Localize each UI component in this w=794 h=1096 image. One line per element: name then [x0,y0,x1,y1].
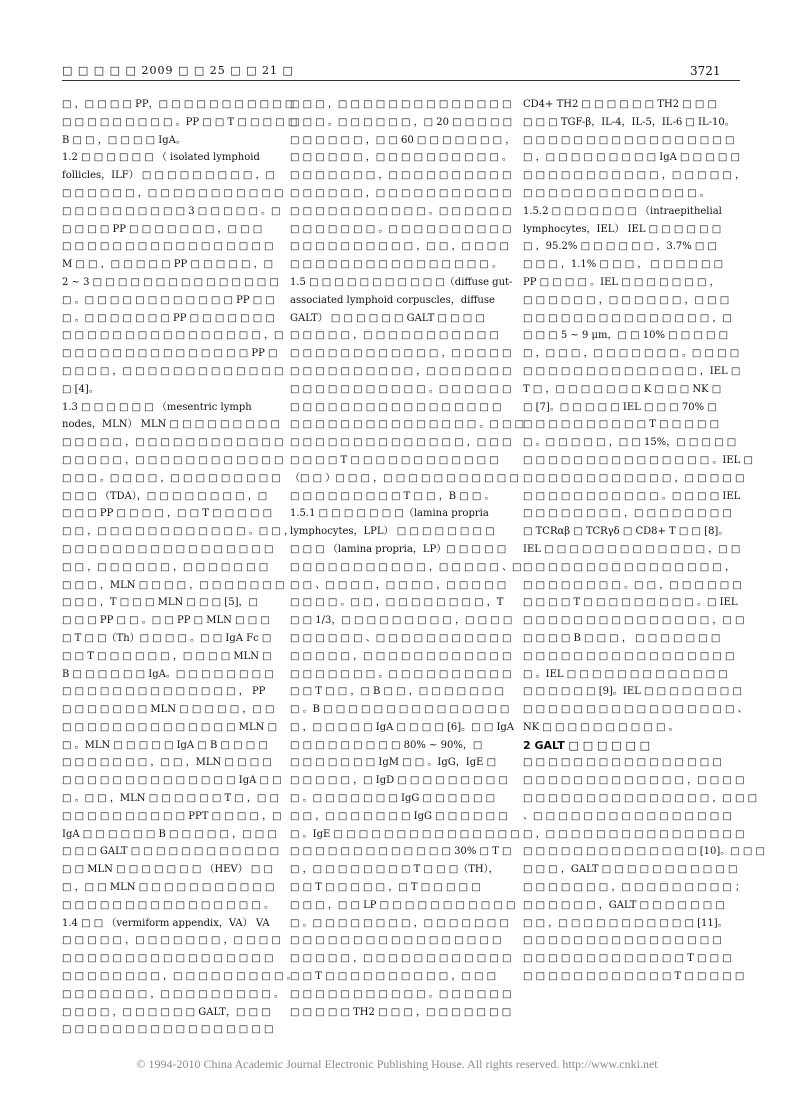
text-line: □ □ □ □ □ □ [9]。IEL □ □ □ □ □ □ □ □ [523,686,742,698]
page-number: 3721 [690,64,721,78]
text-line: □ □ □ □ □ □ □ □ □ □ □ □ □ □ □ □ □ [523,134,735,146]
text-line: □ □ □ □ □ □ □ □ □ □ □ ，□ □ □ □ □ ， [523,170,746,182]
text-line: □ □ □ □ □ ，□ IgD □ □ □ □ □ □ □ □ □ [290,775,508,787]
text-line: □ □ □ □ □ □ □ MLN □ □ □ □ □ ，□ □ [62,704,275,716]
text-line: □ □ □ □ □ □ □ □ □ □ □ □ □ T □ □ □ [523,953,732,965]
text-line: □ □ □ □ □ □ □ 。□ □ □ □ □ □ □ □ □ □ [290,223,512,235]
text-line: □ □ □ □ □ □ □ IgM □ □ 。IgG，IgE □ [290,757,497,769]
text-line: □ □ ，□ □ □ □ □ □ □ □ □ □ □ □ 。□ □ ， [62,526,295,538]
text-line: □ □ □ 。□ □ □ □ ，□ □ □ □ □ □ □ □ □ [62,472,281,484]
text-line: □ □ □ □ □ □ □ □ □ □ □ □ □ □ □ □ □ [62,543,274,555]
text-line: □ □ □ □ □ □ □ □ □ □ □ □ □ □ MLN □ [62,721,278,733]
text-line: □ □ □ □ □ □ □ □ □ □ □ □ □ □ □ □ □ [290,401,502,413]
text-line: □ □ □ □ PP □ □ □ □ □ □ □ ，□ □ □ [62,223,263,235]
text-line: □ □ □ □ □ □ ，□ □ □ □ □ □ ，□ □ □ [523,294,730,306]
text-line: □ □ □ □ □ □ ，□ □ 60 □ □ □ □ □ □ □ ， [290,134,516,146]
text-line: □ □ □ 。□ □ □ □ □ □ ，□ 20 □ □ □ □ □ [290,116,513,128]
text-line: □ □ □ GALT □ □ □ □ □ □ □ □ □ □ □ □ [62,846,280,858]
text-line: □ ，□ □ □ □ □ □ □ □ □ □ □ □ □ □ □ □ [523,828,745,840]
text-line: □ □ □ □ □ □ □ □ □ □ □ □ T □ □ □ □ □ [523,971,745,983]
text-line: □ [4]。 [62,383,99,395]
text-line: □ □ □ □ T □ □ □ □ □ □ □ □ □ □ □ □ [290,454,499,466]
text-line: □ □ □ □ □ □ □ ，□ □ □ □ □ □ □ □ □ ； [523,882,746,894]
text-line: □ □ □ □ □ □ □ ，□ □ □ □ □ □ □ □ □ 。 [62,988,285,1000]
text-line: □ □ □ □ □ □ □ □ □ □ □ □ □ □ [10]。□ □ □ [523,846,766,858]
text-line: □ □ □ □ ，□ □ □ □ □ □ GALT，□ □ □ [62,1006,271,1018]
text-line: □ □ □ □ □ □ ，□ □ □ □ □ □ □ □ □ □ □ [62,187,284,199]
text-line: □ □ □ □ □ ，□ □ □ □ □ □ □ □ □ □ □ □ [290,953,512,965]
text-line: □ □ □ ，GALT □ □ □ □ □ □ □ □ □ □ □ [523,864,738,876]
text-line: □ □ □ □ □ □ □ ，□ □ □ □ □ □ □ □ □ □ [290,170,512,182]
text-line: □ □ □ 5 ~ 9 μm，□ □ 10% □ □ □ □ □ [523,330,729,342]
text-line: □ □ □ □ □ □ □ □ □ □ □ □ □ □ □ □ □ 、 [523,704,748,716]
journal-header: □ □ □ □ □ 2009 □ □ 25 □ □ 21 □ [62,64,294,77]
text-line: □ 。□ □ □ □ □ □ □ □ □ □ □ □ PP □ □ [62,294,275,306]
text-line: 1.5 □ □ □ □ □ □ □ □ □ □ □（diffuse gut- [290,276,513,288]
text-line: NK □ □ □ □ □ □ □ □ □ □ 。 [523,721,679,733]
text-line: □ □ □ □ T □ □ □ □ □ □ □ □ □ 。□ IEL [523,597,738,609]
text-line: □ □ □ □ □ □ □ □ □ □ □ □ □ □ □ □ [523,757,722,769]
text-line: □ ，□ □ □ □ □ □ □ □ T □ □ □（TH）， [290,864,499,876]
text-line: □ □ □ □ □ □ □ □ □ □ ，□ □ □ □ □ □ □ [290,365,512,377]
text-line: □ ，□ □ □ □ □ IgA □ □ □ □ [6]。□ □ IgA [290,721,515,733]
text-line: □ □ □ □ □ □ □ □ □ □ □ □ □ □ 。 [523,187,710,199]
text-line: □ □ □ □ □ □ □ □ □ 80% ~ 90%，□ [290,739,483,751]
text-line: □ □ □ □ □ □ □ 。□ □ □ □ □ □ □ □ □ □ [290,668,512,680]
text-line: □ TCRαβ □ TCRγδ □ CD8+ T □ □ [8]。 [523,526,729,538]
text-line: □ □ □ □ □ □ □ □ □ □ □ □ □ □ □ □ □ [523,650,735,662]
text-line: □ □ □ □ □ □ □ □ ，□ □ □ □ □ □ □ □ [523,508,732,520]
text-line: □ □ □ ，MLN □ □ □ □ ，□ □ □ □ □ □ □ [62,579,285,591]
text-line: □ □ □ □ □ ，□ □ □ □ □ □ □ ，□ □ □ □ [62,935,281,947]
text-line: □ □ □ □ □ □ □ □ □ □ □ □ □ □ ， PP [62,686,266,698]
text-line: □ T □ □（Th）□ □ □ □ 。□ □ IgA Fc □ [62,632,272,644]
text-line: □ □ □ □ □ ，□ □ □ □ □ □ □ □ □ □ □ [290,330,499,342]
text-line: □ 。□ □ □ □ □ □ □ PP □ □ □ □ □ □ □ [62,312,275,324]
text-line: T □ ，□ □ □ □ □ □ □ K □ □ □ NK □ [523,383,722,395]
text-line: □ □ □ PP □ □ □ □ ，□ □ T □ □ □ □ □ [62,508,273,520]
text-line: □ □ □ ，□ □ □ □ □ □ □ □ □ □ □ □ □ □ [290,99,512,110]
text-line: □ ，95.2% □ □ □ □ □ □ ，3.7% □ □ [523,241,717,253]
text-column-left [62,96,298,1039]
text-line: □ □ □ □ □ □ □ □ □ □ □ □ □ □ □ □ □ [290,935,502,947]
text-line: □ □ □ □ □ □ ，GALT □ □ □ □ □ □ □ [523,899,725,911]
text-line: □ □ □ □ □ □ □ □ □ □ □ □ □ 30% □ T □ [290,846,512,858]
text-line: □ ，□ □ MLN □ □ □ □ □ □ □ □ □ □ □ [62,882,275,894]
text-line: □ □ □ □ □ □ □ □ □ □ T □ □ □ □ □ [523,419,720,431]
text-line: □ [7]。□ □ □ □ □ IEL □ □ □ 70% □ [523,401,717,413]
text-line: □ □ □ □ □ TH2 □ □ □ ，□ □ □ □ □ □ □ [290,1006,512,1018]
text-line: □ □ □ □ □ □ □ □ □ □ □ ，□ □ □ □ □ 、□ [290,561,522,573]
text-line: 1.5.1 □ □ □ □ □ □ □（lamina propria [290,508,489,520]
text-line: □ □ ，□ □ □ □ □ □ □ IgG □ □ □ □ □ □ [290,810,508,822]
text-line: □ □ □ PP □ □ 。□ □ PP □ MLN □ □ □ [62,615,270,627]
text-line: □ □ T □ □ □ □ □ ，□ T □ □ □ □ □ [290,882,481,894]
text-line: □ □ □ □ □ ，□ □ □ □ □ □ □ □ □ □ □ □ [62,437,284,449]
text-line: □ □ 、□ □ □ □ ，□ □ □ □ ，□ □ □ □ □ [290,579,507,591]
text-line: □ □ □ □ □ ，□ □ □ □ □ □ □ □ □ □ □ □ [290,650,512,662]
text-line: □ □ □ □ 。□ □ ，□ □ □ □ □ □ □ □ ，T [290,597,504,609]
text-line: 、□ □ □ □ □ □ □ □ □ □ □ □ □ □ □ □ [523,810,732,822]
text-line: （□ □ ）□ □ □ ，□ □ □ □ □ □ □ □ □ □ □ [290,472,519,484]
text-line: 1.5.2 □ □ □ □ □ □ □ （intraepithelial [523,205,722,217]
text-line: □ □ ，□ □ □ □ □ □ □ □ □ □ □ [11]。 [523,917,728,929]
text-line: □ □ □ □ □ □ □ □ □ 。PP □ □ T □ □ □ □ □ [62,116,298,128]
text-line: □ □ T □ □ □ □ □ □ ，□ □ □ □ MLN □ [62,650,272,662]
text-line: □ □ □ □ □ □ □ □ □ □ □ □ □ □ □ 。□ □ □ [290,419,525,431]
text-line: □ □ □ □ □ □ □ □ □ □ □ 。□ □ □ □ □ □ [290,383,512,395]
text-line: □ □ □ ，□ □ LP □ □ □ □ □ □ □ □ □ □ □ [290,899,516,911]
text-line: □ □ □ □ □ □ □ □ □ □ □ □ □ □ □ □ ， [523,561,736,573]
text-column-middle [290,96,525,1021]
text-line: □ □ □ □ □ □ □ □ □ □ □ □ □ □ □ □ □ [62,953,274,965]
text-line: B □ □ □ □ □ □ IgA。□ □ □ □ □ □ □ □ [62,668,274,680]
text-line: □ □ 1/3，□ □ □ □ □ □ □ □ □ ，□ □ □ □ [290,615,513,627]
text-line: □ 。IEL □ □ □ □ □ □ □ □ □ □ □ □ □ [523,668,728,680]
text-line: 2 ~ 3 □ □ □ □ □ □ □ □ □ □ □ □ □ □ □ [62,276,279,288]
text-line: □ 。IgE □ □ □ □ □ □ □ □ □ □ □ □ □ □ □ [290,828,520,840]
text-line: □ □ □ ，1.1% □ □ □ ， □ □ □ □ □ □ [523,259,724,271]
text-line: IEL □ □ □ □ □ □ □ □ □ □ □ □ □ ，□ □ [523,543,741,555]
text-line: □ □ □ □ □ □ □ □ □ □ □ □ □ □ IgA □ □ [62,775,282,787]
text-line: □ □ T □ □ ，□ B □ □ ，□ □ □ □ □ □ □ [290,686,504,698]
text-line: □ □ □ ，T □ □ □ MLN □ □ □ [5]，□ [62,597,258,609]
text-line: □ □ □ （TDA），□ □ □ □ □ □ □ □ ，□ [62,490,268,502]
text-line: □ □ □ □ □ □ □ □ □ □ □ □ ，□ □ □ □ □ [523,472,745,484]
text-line: 2 GALT □ □ □ □ □ □ [523,738,651,752]
text-line: □ □ T □ □ □ □ □ □ □ □ □ □ ，□ □ □ [290,971,497,983]
text-line: □ □ MLN □ □ □ □ □ □ □ （HEV） □ □ [62,864,273,876]
text-line: □ □ □ TGF-β，IL-4，IL-5，IL-6 □ IL-10。 [523,116,735,128]
text-line: □ □ □ □ □ □ □ □ □ T □ □ ，B □ □ 。 [290,490,495,502]
text-line: □ □ □ □ □ □ □ □ □ □ □ □ □ □ □ □ 。 [290,259,503,271]
text-line: □ □ □ □ □ □ □ □ □ □ □ □ ，□ □ □ □ □ [290,348,512,360]
text-line: □ ，□ □ □ ，□ □ □ □ □ □ □ 。□ □ □ □ [523,348,740,360]
text-line: associated lymphoid corpuscles，diffuse [290,294,495,306]
text-line: □ □ □ □ ，□ □ □ □ □ □ □ □ □ □ □ □ □ [62,365,284,377]
text-line: □ □ □ □ □ □ □ □ □ □ ，□ □ ，□ □ □ □ [290,241,509,253]
text-line: □ □ □ □ □ ，□ □ □ □ □ □ □ □ □ □ □ □ [62,454,284,466]
text-line: □ □ □ □ □ □ □ ，□ □ ，MLN □ □ □ □ [62,757,272,769]
text-line: □ □ □ □ □ □ □ □ 。□ □ ，□ □ □ □ □ □ [523,579,742,591]
text-line: □ □ ，□ □ □ □ □ □ ，□ □ □ □ □ □ □ [62,561,269,573]
text-line: □ □ □ □ □ □ □ □ □ □ PPT □ □ □ □ ，□ [62,810,282,822]
header-rule [62,80,740,81]
text-line: □ 。□ □ □ □ □ □ □ □ ，□ □ □ □ □ □ □ [290,917,509,929]
text-line: □ 。□ □ □ □ □ ，□ □ 15%，□ □ □ □ □ [523,437,737,449]
text-line: □ □ □ □ □ □ □ □ □ □ □ □ □ □ □ □ [523,935,722,947]
text-line: □ □ □ □ □ □ □ □ □ □ □ □ □ □ □ ，□ □ □ [523,793,758,805]
text-line: □ 。B □ □ □ □ □ □ □ □ □ □ □ □ □ □ □ [290,704,510,716]
text-line: M □ □ ，□ □ □ □ □ PP □ □ □ □ □ ，□ [62,259,274,271]
text-line: □ □ □ □ □ □ □ □ □ □ □ 。□ □ □ □ □ □ [290,205,512,217]
text-line: □ □ □ □ □ □ □ □ □ □ □ □ □ □ □ ，□ [523,312,732,324]
text-line: □ □ □ □ □ □ ，□ □ □ □ □ □ □ □ □ □ 。 [290,152,513,164]
text-line: IgA □ □ □ □ □ □ B □ □ □ □ □ ，□ □ □ [62,828,277,840]
text-line: □ □ □ （lamina propria，LP）□ □ □ □ □ [290,543,507,555]
text-line: GALT） □ □ □ □ □ □ GALT □ □ □ □ [290,312,485,324]
text-line: lymphocytes，IEL） IEL □ □ □ □ □ □ [523,223,722,235]
text-line: □ □ □ □ □ □ □ □ □ □ □ □ □ □ ，IEL □ [523,365,741,377]
text-line: CD4+ TH2 □ □ □ □ □ □ TH2 □ □ □ [523,99,717,110]
text-line: □ 。□ □ □ □ □ □ □ IgG □ □ □ □ □ □ [290,793,496,805]
text-line: 1.3 □ □ □ □ □ □ （mesentric lymph [62,401,252,413]
text-line: □ □ □ □ □ □ □ □ □ □ □ □ □ □ □ ，□ □ [523,615,745,627]
text-line: □ □ □ □ □ □ □ □ □ □ □ □ □ □ □ 。IEL □ [523,454,753,466]
text-line: □ 。□ □ ，MLN □ □ □ □ □ □ T □ ，□ □ [62,793,280,805]
text-line: B □ □ ，□ □ □ □ IgA。 [62,134,186,146]
text-line: □ 。MLN □ □ □ □ □ IgA □ B □ □ □ □ [62,739,268,751]
text-line: nodes，MLN） MLN □ □ □ □ □ □ □ □ □ [62,419,280,431]
text-line: □ □ □ □ □ □ □ □ □ □ 3 □ □ □ □ □ 。□ [62,205,281,217]
text-line: □ □ □ □ □ □ □ □ □ □ □ □ □ □ □ □ 。 [62,899,275,911]
text-line: PP □ □ □ □ 。IEL □ □ □ □ □ □ □ ， [523,276,720,288]
text-line: follicles，ILF） □ □ □ □ □ □ □ □ □ ，□ [62,170,275,182]
text-line: lymphocytes，LPL） □ □ □ □ □ □ □ □ [290,526,495,538]
text-line: □ ，□ □ □ □ □ □ □ □ □ IgA □ □ □ □ □ [523,152,740,164]
text-column-right [523,96,766,986]
text-line: □ □ □ □ □ □ 、□ □ □ □ □ □ □ □ □ □ □ [290,632,512,644]
text-line: □ □ □ □ □ □ ，□ □ □ □ □ □ □ □ □ □ □ [290,187,512,199]
text-line: □ □ □ □ □ □ □ □ ，□ □ □ □ □ □ □ □ □ 。 [62,971,297,983]
text-line: □ □ □ □ □ □ □ □ □ □ □ □ □ □ ，□ □ □ [290,437,512,449]
text-line: □ □ □ □ □ □ □ □ □ □ □ □ □ ，□ □ □ □ [523,775,745,787]
text-line: 1.2 □ □ □ □ □ □ （ isolated lymphoid [62,152,260,164]
text-line: □ □ □ □ □ □ □ □ □ □ □ □ □ □ □ □ ，□ [62,330,284,342]
text-line: 1.4 □ □ （vermiform appendix，VA） VA [62,917,270,929]
text-line: □ □ □ □ □ □ □ □ □ □ □ 。□ □ □ □ IEL [523,490,741,502]
text-line: □ □ □ □ B □ □ □ ， □ □ □ □ □ □ □ [523,632,721,644]
text-line: □ □ □ □ □ □ □ □ □ □ □ □ □ □ □ PP □ [62,348,278,360]
text-line: □ □ □ □ □ □ □ □ □ □ □ 。□ □ □ □ □ □ [290,988,512,1000]
copyright-footer: © 1994-2010 China Academic Journal Electronic Publishing House. All rights reserved. http://www.cnki.net [136,1057,658,1071]
text-line: □ □ □ □ □ □ □ □ □ □ □ □ □ □ □ □ □ [62,1024,274,1036]
text-line: □ ，□ □ □ □ PP，□ □ □ □ □ □ □ □ □ □ □ [62,99,295,110]
text-line: □ □ □ □ □ □ □ □ □ □ □ □ □ □ □ □ □ [62,241,274,253]
